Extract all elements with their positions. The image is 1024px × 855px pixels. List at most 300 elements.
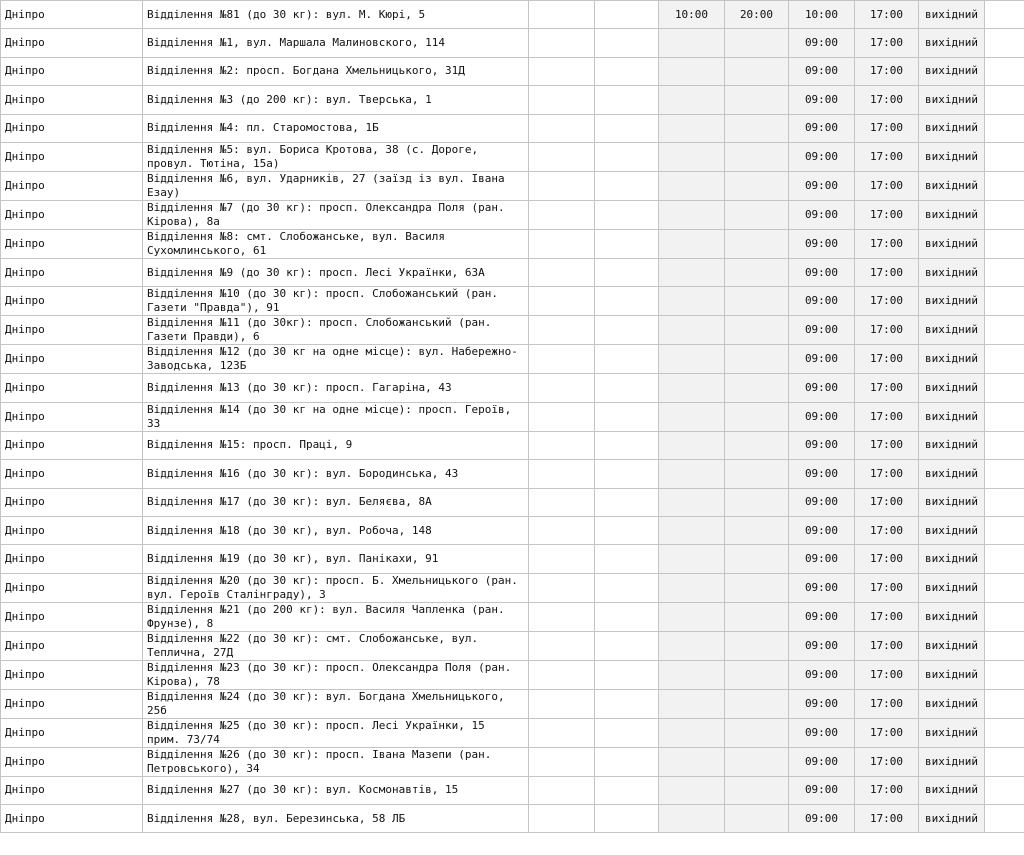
sun-open-cell[interactable]: 09:00 bbox=[789, 718, 855, 747]
edge-cell[interactable] bbox=[985, 545, 1024, 573]
address-cell[interactable]: Відділення №20 (до 30 кг): просп. Б. Хмельницького (ран. вул. Героїв Сталінграду), 3 bbox=[143, 573, 529, 602]
empty-cell[interactable] bbox=[529, 229, 595, 258]
sun-close-cell[interactable]: 17:00 bbox=[855, 200, 919, 229]
edge-cell[interactable] bbox=[985, 660, 1024, 689]
city-cell[interactable]: Дніпро bbox=[1, 402, 143, 431]
empty-cell[interactable] bbox=[595, 718, 659, 747]
address-cell[interactable]: Відділення №19 (до 30 кг), вул. Панікахи, 91 bbox=[143, 545, 529, 573]
empty-cell[interactable] bbox=[529, 114, 595, 142]
status-cell[interactable]: вихідний bbox=[919, 573, 985, 602]
sun-open-cell[interactable]: 09:00 bbox=[789, 602, 855, 631]
empty-cell[interactable] bbox=[595, 516, 659, 544]
table-row bbox=[1, 171, 1024, 200]
table-row bbox=[1, 602, 1024, 631]
sun-open-cell[interactable]: 09:00 bbox=[789, 689, 855, 718]
sun-close-cell[interactable]: 17:00 bbox=[855, 57, 919, 85]
empty-cell[interactable] bbox=[595, 660, 659, 689]
status-cell[interactable]: вихідний bbox=[919, 287, 985, 316]
sun-close-cell[interactable]: 17:00 bbox=[855, 460, 919, 488]
table-row bbox=[1, 142, 1024, 171]
sat-open-cell[interactable] bbox=[659, 29, 725, 57]
empty-cell[interactable] bbox=[529, 171, 595, 200]
empty-cell[interactable] bbox=[595, 573, 659, 602]
empty-cell[interactable] bbox=[595, 114, 659, 142]
city-cell[interactable]: Дніпро bbox=[1, 345, 143, 374]
sun-open-cell[interactable]: 09:00 bbox=[789, 29, 855, 57]
status-cell[interactable]: вихідний bbox=[919, 1, 985, 29]
address-cell[interactable]: Відділення №2: просп. Богдана Хмельницького, 31Д bbox=[143, 57, 529, 85]
address-cell[interactable]: Відділення №26 (до 30 кг): просп. Івана Мазепи (ран. Петровського), 34 bbox=[143, 747, 529, 776]
sun-open-cell[interactable]: 09:00 bbox=[789, 171, 855, 200]
table-row bbox=[1, 200, 1024, 229]
city-cell[interactable]: Дніпро bbox=[1, 229, 143, 258]
sat-open-cell[interactable] bbox=[659, 718, 725, 747]
address-cell[interactable]: Відділення №6, вул. Ударників, 27 (заїзд із вул. Івана Езау) bbox=[143, 171, 529, 200]
sat-open-cell[interactable] bbox=[659, 602, 725, 631]
sun-close-cell[interactable]: 17:00 bbox=[855, 545, 919, 573]
sat-open-cell[interactable] bbox=[659, 516, 725, 544]
empty-cell[interactable] bbox=[529, 142, 595, 171]
city-cell[interactable]: Дніпро bbox=[1, 689, 143, 718]
sun-close-cell[interactable]: 17:00 bbox=[855, 747, 919, 776]
empty-cell[interactable] bbox=[595, 776, 659, 804]
city-cell[interactable]: Дніпро bbox=[1, 460, 143, 488]
address-cell[interactable]: Відділення №16 (до 30 кг): вул. Бородинська, 43 bbox=[143, 460, 529, 488]
sat-close-cell[interactable] bbox=[725, 747, 789, 776]
table-row bbox=[1, 718, 1024, 747]
sun-close-cell[interactable]: 17:00 bbox=[855, 573, 919, 602]
edge-cell[interactable] bbox=[985, 718, 1024, 747]
empty-cell[interactable] bbox=[595, 29, 659, 57]
status-cell[interactable]: вихідний bbox=[919, 402, 985, 431]
status-cell[interactable]: вихідний bbox=[919, 258, 985, 286]
status-cell[interactable]: вихідний bbox=[919, 545, 985, 573]
empty-cell[interactable] bbox=[529, 488, 595, 516]
empty-cell[interactable] bbox=[529, 402, 595, 431]
sat-close-cell[interactable] bbox=[725, 776, 789, 804]
address-cell[interactable]: Відділення №27 (до 30 кг): вул. Космонавтів, 15 bbox=[143, 776, 529, 804]
sat-close-cell[interactable] bbox=[725, 142, 789, 171]
sun-open-cell[interactable]: 09:00 bbox=[789, 114, 855, 142]
empty-cell[interactable] bbox=[595, 316, 659, 345]
city-cell[interactable]: Дніпро bbox=[1, 573, 143, 602]
sat-open-cell[interactable] bbox=[659, 258, 725, 286]
edge-cell[interactable] bbox=[985, 488, 1024, 516]
city-cell[interactable]: Дніпро bbox=[1, 114, 143, 142]
empty-cell[interactable] bbox=[529, 689, 595, 718]
status-cell[interactable]: вихідний bbox=[919, 142, 985, 171]
sun-close-cell[interactable]: 17:00 bbox=[855, 488, 919, 516]
status-cell[interactable]: вихідний bbox=[919, 805, 985, 833]
empty-cell[interactable] bbox=[595, 402, 659, 431]
address-cell[interactable]: Відділення №81 (до 30 кг): вул. М. Кюрі, 5 bbox=[143, 1, 529, 29]
sun-open-cell[interactable]: 09:00 bbox=[789, 488, 855, 516]
sat-close-cell[interactable] bbox=[725, 516, 789, 544]
empty-cell[interactable] bbox=[595, 460, 659, 488]
empty-cell[interactable] bbox=[595, 258, 659, 286]
sat-open-cell[interactable] bbox=[659, 460, 725, 488]
city-cell[interactable]: Дніпро bbox=[1, 718, 143, 747]
edge-cell[interactable] bbox=[985, 287, 1024, 316]
edge-cell[interactable] bbox=[985, 374, 1024, 402]
edge-cell[interactable] bbox=[985, 602, 1024, 631]
sun-open-cell[interactable]: 09:00 bbox=[789, 573, 855, 602]
address-cell[interactable]: Відділення №22 (до 30 кг): смт. Слобожанське, вул. Теплична, 27Д bbox=[143, 631, 529, 660]
address-cell[interactable]: Відділення №24 (до 30 кг): вул. Богдана Хмельницького, 25б bbox=[143, 689, 529, 718]
sun-close-cell[interactable]: 17:00 bbox=[855, 776, 919, 804]
city-cell[interactable]: Дніпро bbox=[1, 805, 143, 833]
sun-close-cell[interactable]: 17:00 bbox=[855, 142, 919, 171]
sun-close-cell[interactable]: 17:00 bbox=[855, 431, 919, 459]
empty-cell[interactable] bbox=[595, 1, 659, 29]
empty-cell[interactable] bbox=[529, 718, 595, 747]
sat-open-cell[interactable] bbox=[659, 488, 725, 516]
empty-cell[interactable] bbox=[595, 689, 659, 718]
sun-close-cell[interactable]: 17:00 bbox=[855, 516, 919, 544]
address-cell[interactable]: Відділення №4: пл. Старомостова, 1Б bbox=[143, 114, 529, 142]
sat-close-cell[interactable] bbox=[725, 631, 789, 660]
sun-close-cell[interactable]: 17:00 bbox=[855, 1, 919, 29]
sun-open-cell[interactable]: 09:00 bbox=[789, 776, 855, 804]
table-row bbox=[1, 689, 1024, 718]
empty-cell[interactable] bbox=[529, 345, 595, 374]
city-cell[interactable]: Дніпро bbox=[1, 545, 143, 573]
sat-close-cell[interactable] bbox=[725, 229, 789, 258]
empty-cell[interactable] bbox=[595, 287, 659, 316]
sat-open-cell[interactable] bbox=[659, 374, 725, 402]
sat-close-cell[interactable] bbox=[725, 545, 789, 573]
sat-open-cell[interactable] bbox=[659, 57, 725, 85]
sun-open-cell[interactable]: 09:00 bbox=[789, 287, 855, 316]
sat-open-cell[interactable] bbox=[659, 747, 725, 776]
empty-cell[interactable] bbox=[529, 805, 595, 833]
city-cell[interactable]: Дніпро bbox=[1, 776, 143, 804]
edge-cell[interactable] bbox=[985, 805, 1024, 833]
sun-close-cell[interactable]: 17:00 bbox=[855, 316, 919, 345]
status-cell[interactable]: вихідний bbox=[919, 374, 985, 402]
sat-close-cell[interactable] bbox=[725, 29, 789, 57]
sat-open-cell[interactable] bbox=[659, 142, 725, 171]
address-cell[interactable]: Відділення №7 (до 30 кг): просп. Олександра Поля (ран. Кірова), 8а bbox=[143, 200, 529, 229]
sun-open-cell[interactable]: 09:00 bbox=[789, 57, 855, 85]
city-cell[interactable]: Дніпро bbox=[1, 631, 143, 660]
empty-cell[interactable] bbox=[529, 431, 595, 459]
edge-cell[interactable] bbox=[985, 345, 1024, 374]
sat-open-cell[interactable] bbox=[659, 805, 725, 833]
sun-open-cell[interactable]: 09:00 bbox=[789, 460, 855, 488]
empty-cell[interactable] bbox=[529, 1, 595, 29]
status-cell[interactable]: вихідний bbox=[919, 29, 985, 57]
city-cell[interactable]: Дніпро bbox=[1, 200, 143, 229]
city-cell[interactable]: Дніпро bbox=[1, 747, 143, 776]
sun-open-cell[interactable]: 09:00 bbox=[789, 631, 855, 660]
status-cell[interactable]: вихідний bbox=[919, 86, 985, 114]
empty-cell[interactable] bbox=[529, 374, 595, 402]
sat-open-cell[interactable] bbox=[659, 573, 725, 602]
sat-open-cell[interactable] bbox=[659, 316, 725, 345]
sun-open-cell[interactable]: 09:00 bbox=[789, 431, 855, 459]
status-cell[interactable]: вихідний bbox=[919, 689, 985, 718]
edge-cell[interactable] bbox=[985, 516, 1024, 544]
sat-close-cell[interactable] bbox=[725, 345, 789, 374]
sun-close-cell[interactable]: 17:00 bbox=[855, 345, 919, 374]
empty-cell[interactable] bbox=[595, 142, 659, 171]
sat-close-cell[interactable] bbox=[725, 718, 789, 747]
empty-cell[interactable] bbox=[529, 776, 595, 804]
address-cell[interactable]: Відділення №3 (до 200 кг): вул. Тверська, 1 bbox=[143, 86, 529, 114]
status-cell[interactable]: вихідний bbox=[919, 747, 985, 776]
table-row bbox=[1, 57, 1024, 85]
sun-close-cell[interactable]: 17:00 bbox=[855, 287, 919, 316]
sat-close-cell[interactable] bbox=[725, 573, 789, 602]
sat-open-cell[interactable] bbox=[659, 200, 725, 229]
sun-open-cell[interactable]: 09:00 bbox=[789, 660, 855, 689]
sun-close-cell[interactable]: 17:00 bbox=[855, 602, 919, 631]
city-cell[interactable]: Дніпро bbox=[1, 29, 143, 57]
sun-open-cell[interactable]: 09:00 bbox=[789, 316, 855, 345]
table-row bbox=[1, 402, 1024, 431]
edge-cell[interactable] bbox=[985, 142, 1024, 171]
sat-open-cell[interactable] bbox=[659, 689, 725, 718]
address-cell[interactable]: Відділення №28, вул. Березинська, 58 ЛБ bbox=[143, 805, 529, 833]
sat-close-cell[interactable] bbox=[725, 374, 789, 402]
sat-open-cell[interactable] bbox=[659, 660, 725, 689]
empty-cell[interactable] bbox=[529, 660, 595, 689]
status-cell[interactable]: вихідний bbox=[919, 57, 985, 85]
address-cell[interactable]: Відділення №15: просп. Праці, 9 bbox=[143, 431, 529, 459]
city-cell[interactable]: Дніпро bbox=[1, 142, 143, 171]
sat-open-cell[interactable] bbox=[659, 171, 725, 200]
sun-open-cell[interactable]: 09:00 bbox=[789, 142, 855, 171]
address-cell[interactable]: Відділення №25 (до 30 кг): просп. Лесі Українки, 15 прим. 73/74 bbox=[143, 718, 529, 747]
sun-close-cell[interactable]: 17:00 bbox=[855, 660, 919, 689]
empty-cell[interactable] bbox=[595, 488, 659, 516]
sun-close-cell[interactable]: 17:00 bbox=[855, 402, 919, 431]
sat-open-cell[interactable] bbox=[659, 86, 725, 114]
sun-close-cell[interactable]: 17:00 bbox=[855, 29, 919, 57]
address-cell[interactable]: Відділення №17 (до 30 кг): вул. Беляєва, 8А bbox=[143, 488, 529, 516]
city-cell[interactable]: Дніпро bbox=[1, 488, 143, 516]
status-cell[interactable]: вихідний bbox=[919, 431, 985, 459]
empty-cell[interactable] bbox=[529, 316, 595, 345]
sat-open-cell[interactable] bbox=[659, 402, 725, 431]
status-cell[interactable]: вихідний bbox=[919, 200, 985, 229]
empty-cell[interactable] bbox=[595, 86, 659, 114]
address-cell[interactable]: Відділення №8: смт. Слобожанське, вул. Василя Сухомлинського, 61 bbox=[143, 229, 529, 258]
empty-cell[interactable] bbox=[595, 805, 659, 833]
sun-open-cell[interactable]: 09:00 bbox=[789, 258, 855, 286]
sat-open-cell[interactable] bbox=[659, 229, 725, 258]
sun-close-cell[interactable]: 17:00 bbox=[855, 86, 919, 114]
status-cell[interactable]: вихідний bbox=[919, 229, 985, 258]
empty-cell[interactable] bbox=[529, 631, 595, 660]
sat-close-cell[interactable]: 20:00 bbox=[725, 1, 789, 29]
empty-cell[interactable] bbox=[529, 545, 595, 573]
sat-close-cell[interactable] bbox=[725, 200, 789, 229]
sun-close-cell[interactable]: 17:00 bbox=[855, 805, 919, 833]
empty-cell[interactable] bbox=[595, 431, 659, 459]
city-cell[interactable]: Дніпро bbox=[1, 287, 143, 316]
empty-cell[interactable] bbox=[595, 171, 659, 200]
sun-open-cell[interactable]: 09:00 bbox=[789, 229, 855, 258]
address-cell[interactable]: Відділення №10 (до 30 кг): просп. Слобожанський (ран. Газети "Правда"), 91 bbox=[143, 287, 529, 316]
sat-close-cell[interactable] bbox=[725, 488, 789, 516]
status-cell[interactable]: вихідний bbox=[919, 316, 985, 345]
sat-close-cell[interactable] bbox=[725, 258, 789, 286]
sun-close-cell[interactable]: 17:00 bbox=[855, 171, 919, 200]
sun-open-cell[interactable]: 09:00 bbox=[789, 805, 855, 833]
address-cell[interactable]: Відділення №23 (до 30 кг): просп. Олександра Поля (ран. Кірова), 78 bbox=[143, 660, 529, 689]
empty-cell[interactable] bbox=[595, 57, 659, 85]
sat-close-cell[interactable] bbox=[725, 316, 789, 345]
status-cell[interactable]: вихідний bbox=[919, 631, 985, 660]
empty-cell[interactable] bbox=[595, 200, 659, 229]
empty-cell[interactable] bbox=[595, 747, 659, 776]
sun-open-cell[interactable]: 09:00 bbox=[789, 545, 855, 573]
address-cell[interactable]: Відділення №12 (до 30 кг на одне місце): вул. Набережно-Заводська, 123Б bbox=[143, 345, 529, 374]
status-cell[interactable]: вихідний bbox=[919, 776, 985, 804]
sun-open-cell[interactable]: 09:00 bbox=[789, 747, 855, 776]
empty-cell[interactable] bbox=[595, 545, 659, 573]
city-cell[interactable]: Дніпро bbox=[1, 374, 143, 402]
sat-open-cell[interactable] bbox=[659, 114, 725, 142]
status-cell[interactable]: вихідний bbox=[919, 488, 985, 516]
city-cell[interactable]: Дніпро bbox=[1, 316, 143, 345]
city-cell[interactable]: Дніпро bbox=[1, 171, 143, 200]
empty-cell[interactable] bbox=[529, 29, 595, 57]
city-cell[interactable]: Дніпро bbox=[1, 86, 143, 114]
empty-cell[interactable] bbox=[529, 86, 595, 114]
city-cell[interactable]: Дніпро bbox=[1, 602, 143, 631]
table-row bbox=[1, 460, 1024, 488]
address-cell[interactable]: Відділення №14 (до 30 кг на одне місце): просп. Героїв, 33 bbox=[143, 402, 529, 431]
address-cell[interactable]: Відділення №21 (до 200 кг): вул. Василя Чапленка (ран. Фрунзе), 8 bbox=[143, 602, 529, 631]
sun-close-cell[interactable]: 17:00 bbox=[855, 229, 919, 258]
city-cell[interactable]: Дніпро bbox=[1, 516, 143, 544]
sat-close-cell[interactable] bbox=[725, 402, 789, 431]
sat-close-cell[interactable] bbox=[725, 660, 789, 689]
address-cell[interactable]: Відділення №9 (до 30 кг): просп. Лесі Українки, 63А bbox=[143, 258, 529, 286]
edge-cell[interactable] bbox=[985, 171, 1024, 200]
edge-cell[interactable] bbox=[985, 631, 1024, 660]
status-cell[interactable]: вихідний bbox=[919, 114, 985, 142]
sun-close-cell[interactable]: 17:00 bbox=[855, 631, 919, 660]
city-cell[interactable]: Дніпро bbox=[1, 431, 143, 459]
edge-cell[interactable] bbox=[985, 57, 1024, 85]
address-cell[interactable]: Відділення №5: вул. Бориса Кротова, 38 (с. Дороге, провул. Тютіна, 15а) bbox=[143, 142, 529, 171]
edge-cell[interactable] bbox=[985, 689, 1024, 718]
edge-cell[interactable] bbox=[985, 776, 1024, 804]
sat-close-cell[interactable] bbox=[725, 171, 789, 200]
edge-cell[interactable] bbox=[985, 460, 1024, 488]
empty-cell[interactable] bbox=[529, 573, 595, 602]
empty-cell[interactable] bbox=[595, 602, 659, 631]
empty-cell[interactable] bbox=[529, 602, 595, 631]
sat-close-cell[interactable] bbox=[725, 689, 789, 718]
edge-cell[interactable] bbox=[985, 29, 1024, 57]
edge-cell[interactable] bbox=[985, 1, 1024, 29]
table-row bbox=[1, 229, 1024, 258]
sat-close-cell[interactable] bbox=[725, 114, 789, 142]
sat-close-cell[interactable] bbox=[725, 602, 789, 631]
edge-cell[interactable] bbox=[985, 431, 1024, 459]
edge-cell[interactable] bbox=[985, 747, 1024, 776]
sun-close-cell[interactable]: 17:00 bbox=[855, 718, 919, 747]
edge-cell[interactable] bbox=[985, 258, 1024, 286]
sat-open-cell[interactable] bbox=[659, 631, 725, 660]
city-cell[interactable]: Дніпро bbox=[1, 1, 143, 29]
city-cell[interactable]: Дніпро bbox=[1, 57, 143, 85]
sun-close-cell[interactable]: 17:00 bbox=[855, 374, 919, 402]
city-cell[interactable]: Дніпро bbox=[1, 258, 143, 286]
status-cell[interactable]: вихідний bbox=[919, 460, 985, 488]
status-cell[interactable]: вихідний bbox=[919, 345, 985, 374]
sat-close-cell[interactable] bbox=[725, 805, 789, 833]
empty-cell[interactable] bbox=[529, 200, 595, 229]
empty-cell[interactable] bbox=[529, 747, 595, 776]
sun-close-cell[interactable]: 17:00 bbox=[855, 689, 919, 718]
edge-cell[interactable] bbox=[985, 402, 1024, 431]
empty-cell[interactable] bbox=[595, 631, 659, 660]
sun-open-cell[interactable]: 10:00 bbox=[789, 1, 855, 29]
city-cell[interactable]: Дніпро bbox=[1, 660, 143, 689]
sun-close-cell[interactable]: 17:00 bbox=[855, 114, 919, 142]
address-cell[interactable]: Відділення №11 (до 30кг): просп. Слобожанський (ран. Газети Правди), 6 bbox=[143, 316, 529, 345]
empty-cell[interactable] bbox=[595, 229, 659, 258]
empty-cell[interactable] bbox=[529, 460, 595, 488]
edge-cell[interactable] bbox=[985, 573, 1024, 602]
edge-cell[interactable] bbox=[985, 316, 1024, 345]
status-cell[interactable]: вихідний bbox=[919, 516, 985, 544]
empty-cell[interactable] bbox=[529, 287, 595, 316]
sat-open-cell[interactable] bbox=[659, 776, 725, 804]
edge-cell[interactable] bbox=[985, 200, 1024, 229]
sat-open-cell[interactable] bbox=[659, 287, 725, 316]
sun-close-cell[interactable]: 17:00 bbox=[855, 258, 919, 286]
edge-cell[interactable] bbox=[985, 114, 1024, 142]
sat-close-cell[interactable] bbox=[725, 431, 789, 459]
empty-cell[interactable] bbox=[595, 374, 659, 402]
sun-open-cell[interactable]: 09:00 bbox=[789, 402, 855, 431]
sat-close-cell[interactable] bbox=[725, 287, 789, 316]
status-cell[interactable]: вихідний bbox=[919, 660, 985, 689]
status-cell[interactable]: вихідний bbox=[919, 171, 985, 200]
empty-cell[interactable] bbox=[529, 516, 595, 544]
sat-close-cell[interactable] bbox=[725, 460, 789, 488]
edge-cell[interactable] bbox=[985, 86, 1024, 114]
address-cell[interactable]: Відділення №13 (до 30 кг): просп. Гагаріна, 43 bbox=[143, 374, 529, 402]
sun-open-cell[interactable]: 09:00 bbox=[789, 86, 855, 114]
edge-cell[interactable] bbox=[985, 229, 1024, 258]
sat-open-cell[interactable] bbox=[659, 545, 725, 573]
empty-cell[interactable] bbox=[595, 345, 659, 374]
sat-open-cell[interactable]: 10:00 bbox=[659, 1, 725, 29]
sun-open-cell[interactable]: 09:00 bbox=[789, 345, 855, 374]
empty-cell[interactable] bbox=[529, 57, 595, 85]
address-cell[interactable]: Відділення №1, вул. Маршала Малиновского, 114 bbox=[143, 29, 529, 57]
empty-cell[interactable] bbox=[529, 258, 595, 286]
sun-open-cell[interactable]: 09:00 bbox=[789, 374, 855, 402]
address-cell[interactable]: Відділення №18 (до 30 кг), вул. Робоча, 148 bbox=[143, 516, 529, 544]
sat-close-cell[interactable] bbox=[725, 86, 789, 114]
sun-open-cell[interactable]: 09:00 bbox=[789, 516, 855, 544]
status-cell[interactable]: вихідний bbox=[919, 602, 985, 631]
sat-open-cell[interactable] bbox=[659, 431, 725, 459]
status-cell[interactable]: вихідний bbox=[919, 718, 985, 747]
sat-close-cell[interactable] bbox=[725, 57, 789, 85]
sun-open-cell[interactable]: 09:00 bbox=[789, 200, 855, 229]
sat-open-cell[interactable] bbox=[659, 345, 725, 374]
